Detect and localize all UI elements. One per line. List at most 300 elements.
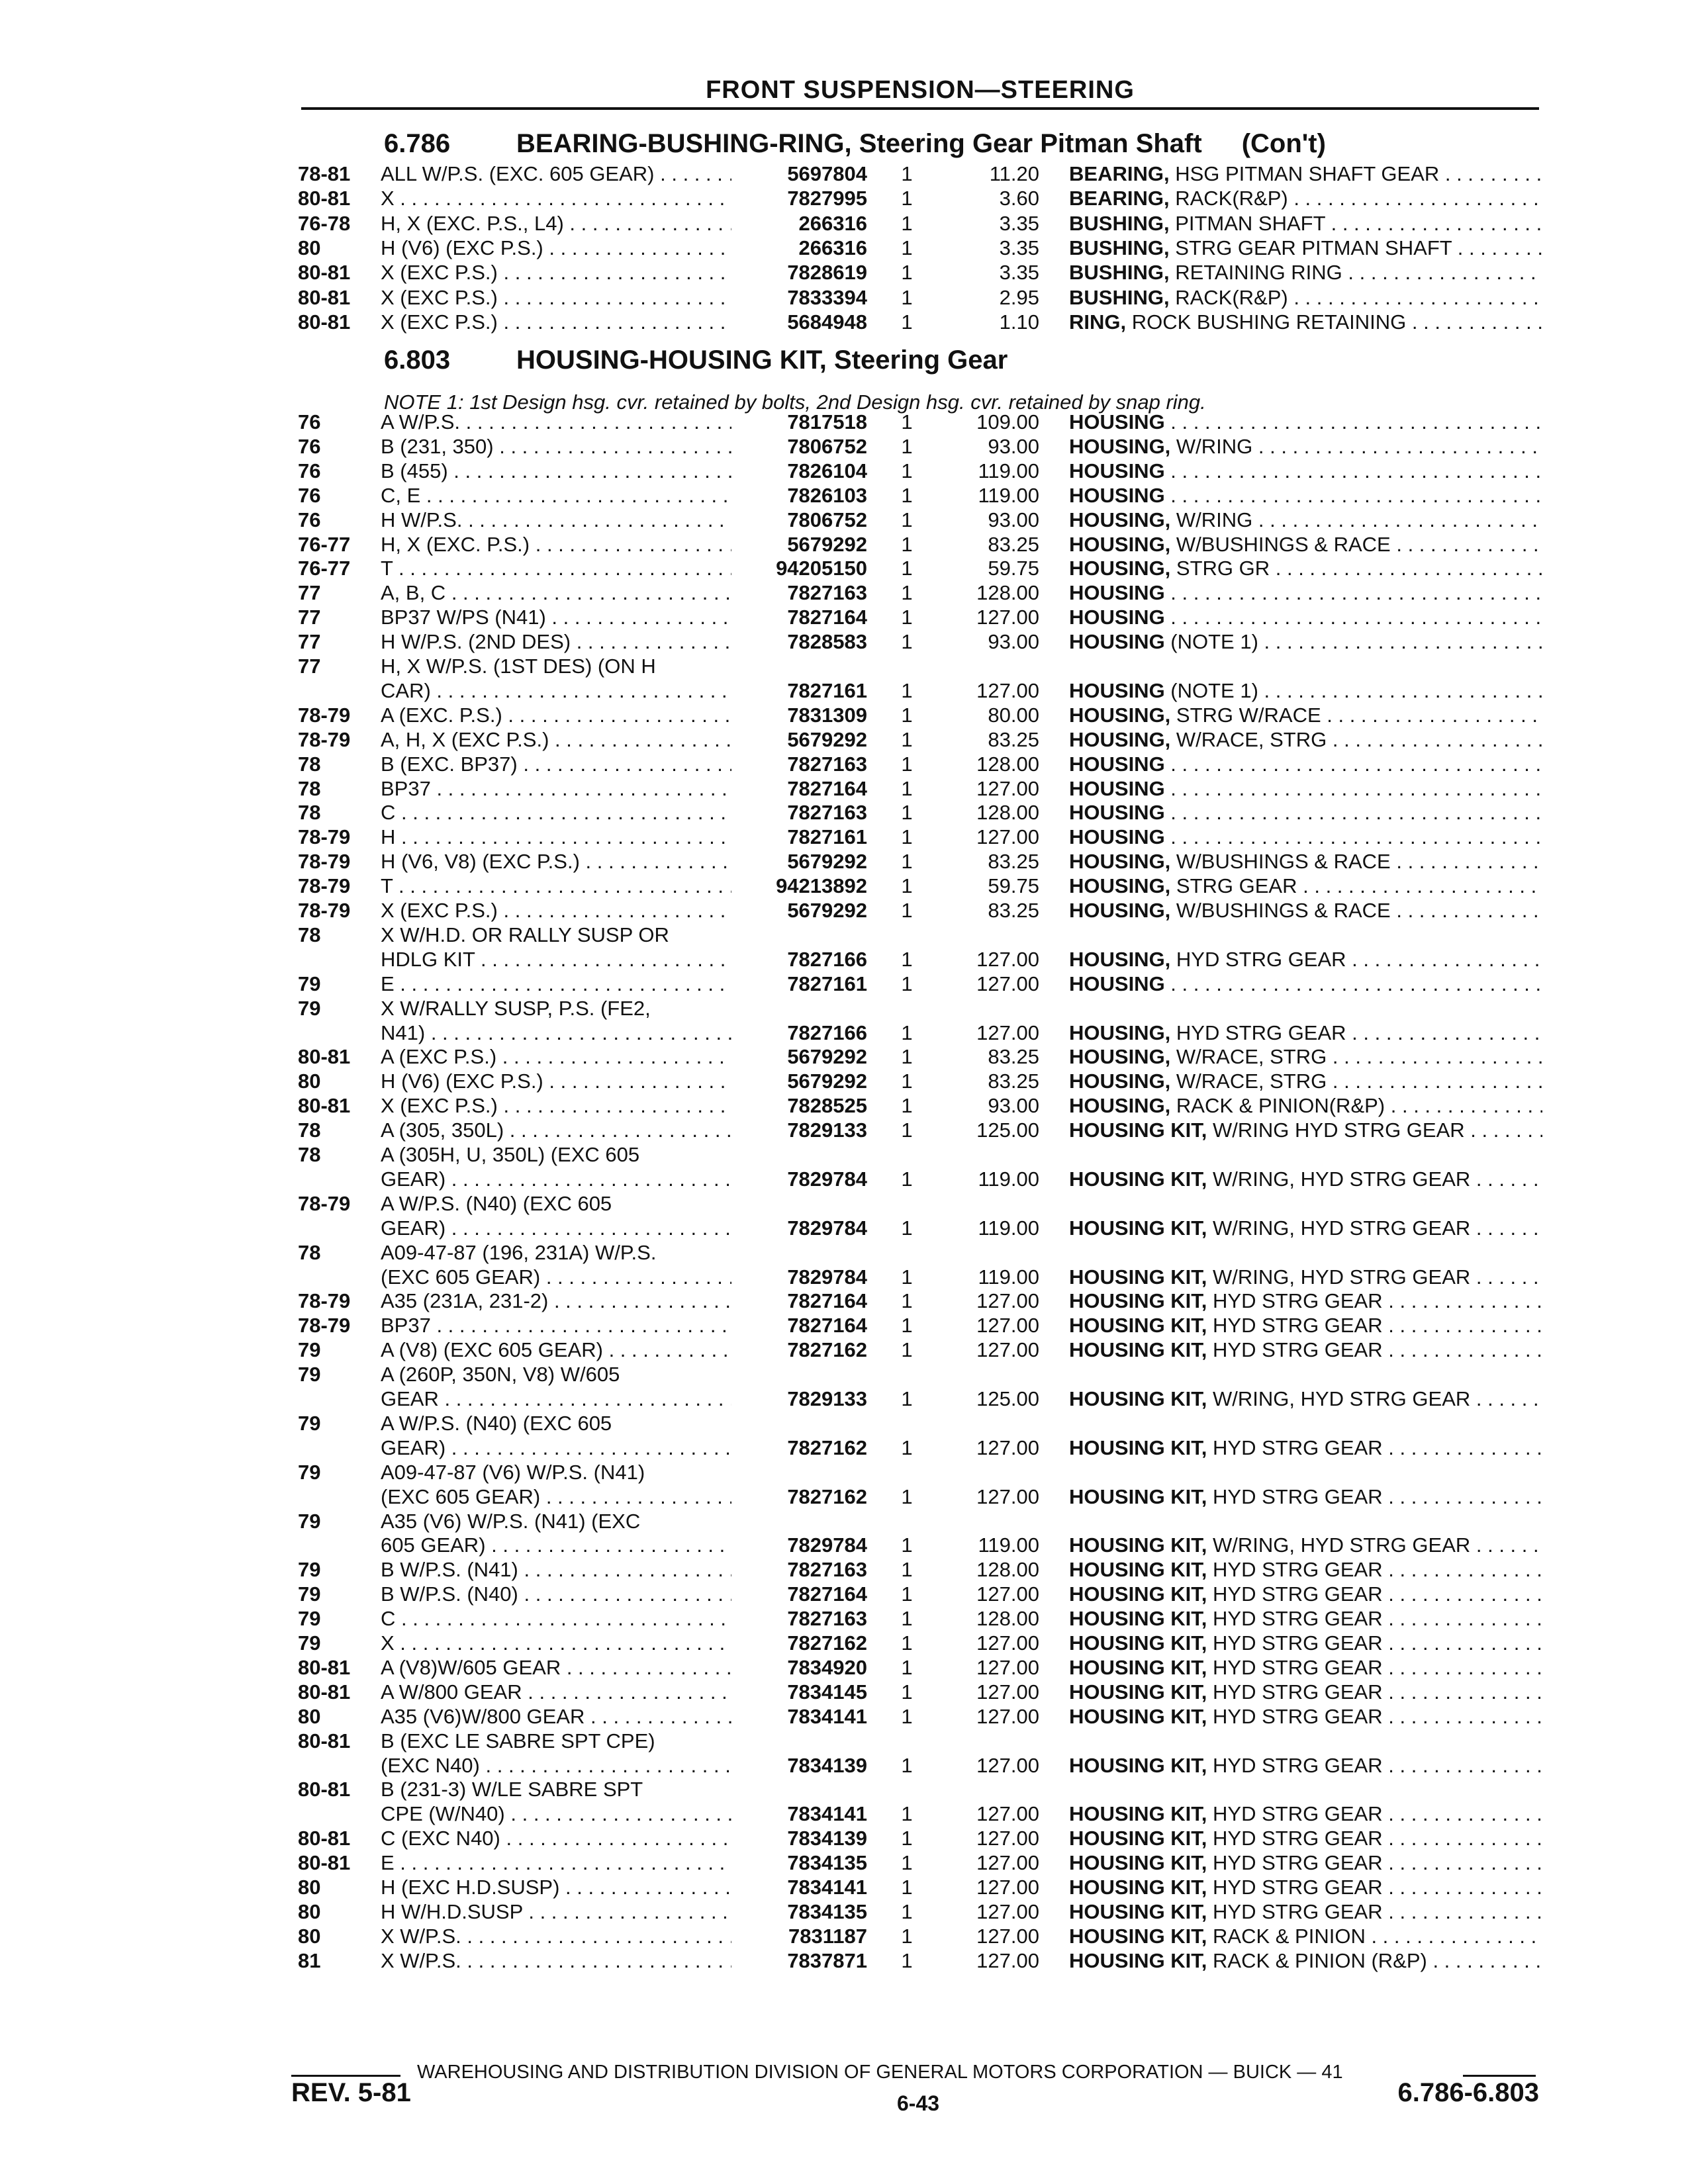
quantity: 1: [901, 1021, 913, 1044]
part-description-rest: W/RING, HYD STRG GEAR: [1207, 1265, 1471, 1289]
list-price: 128.00: [976, 801, 1039, 825]
model-application: A (V8)W/605 GEAR . . .: [381, 1656, 731, 1680]
list-price: 127.00: [976, 972, 1039, 995]
part-description-bold: HOUSING: [1069, 483, 1165, 507]
quantity: 1: [901, 947, 913, 971]
model-application: X (EXC P.S.) . . .: [381, 1094, 731, 1118]
model-application: A, B, C . . .: [381, 581, 731, 605]
section-title-rest: Steering Gear Pitman Shaft: [851, 129, 1202, 158]
model-application: B (EXC LE SABRE SPT CPE): [381, 1729, 655, 1752]
list-price: 127.00: [976, 606, 1039, 629]
part-number: 7834141: [787, 1802, 867, 1826]
model-application: A W/P.S. (N40) (EXC 605: [381, 1191, 612, 1215]
model-application: ALL W/P.S. (EXC. 605 GEAR) . . .: [381, 162, 731, 186]
quantity: 1: [901, 1582, 913, 1606]
quantity: 1: [901, 630, 913, 654]
part-description: [1069, 410, 1542, 434]
part-number: 7829784: [787, 1533, 867, 1557]
list-price: 127.00: [976, 1753, 1039, 1777]
footer-page-number: 6-43: [897, 2091, 940, 2115]
list-price: 127.00: [976, 947, 1039, 971]
part-description-rest: HSG PITMAN SHAFT GEAR: [1169, 162, 1440, 185]
part-description: [1069, 1558, 1542, 1582]
part-number: 266316: [798, 236, 867, 259]
quantity: 1: [901, 459, 913, 482]
model-application: CPE (W/N40) . . .: [381, 1802, 731, 1826]
model-application: T . . .: [381, 557, 731, 580]
quantity: 1: [901, 162, 913, 185]
list-price: 3.35: [999, 211, 1039, 235]
part-description-bold: HOUSING KIT,: [1069, 1655, 1207, 1679]
part-description: [1069, 484, 1542, 508]
part-description: [1069, 1680, 1542, 1704]
part-description-bold: HOUSING: [1069, 581, 1165, 605]
part-description-bold: HOUSING,: [1069, 532, 1171, 556]
part-number: 7806752: [787, 508, 867, 531]
section-title-6786: [384, 129, 1326, 159]
list-price: 119.00: [978, 483, 1039, 507]
part-description: [1069, 874, 1542, 898]
model-year: 80-81: [298, 1851, 351, 1875]
model-application: B W/P.S. (N41) . . .: [381, 1558, 731, 1582]
list-price: 127.00: [976, 776, 1039, 800]
part-number: 7828525: [787, 1094, 867, 1118]
part-description-bold: HOUSING,: [1069, 850, 1171, 874]
part-number: 7833394: [787, 285, 867, 309]
part-description: [1069, 1118, 1542, 1142]
part-description: [1069, 825, 1542, 849]
quantity: 1: [901, 310, 913, 334]
part-description: [1069, 752, 1542, 776]
part-description-bold: HOUSING KIT,: [1069, 1435, 1207, 1459]
part-description-rest: HYD STRG GEAR: [1207, 1338, 1383, 1362]
part-description-rest: RACK & PINION: [1207, 1924, 1366, 1948]
part-description-bold: HOUSING,: [1069, 434, 1171, 458]
model-year: 80: [298, 1876, 321, 1899]
part-number: 7827162: [787, 1631, 867, 1655]
model-year: 80: [298, 1924, 321, 1948]
quantity: 1: [901, 581, 913, 605]
part-description-bold: HOUSING: [1069, 459, 1165, 482]
part-description: [1069, 236, 1542, 260]
part-description-rest: (NOTE 1): [1164, 678, 1258, 702]
model-application: H W/H.D.SUSP . . .: [381, 1900, 731, 1924]
part-description-bold: HOUSING,: [1069, 1069, 1171, 1093]
part-description-rest: HYD STRG GEAR: [1207, 1680, 1383, 1704]
part-description-bold: HOUSING KIT,: [1069, 1631, 1207, 1655]
list-price: 127.00: [976, 1655, 1039, 1679]
model-application: GEAR) . . .: [381, 1167, 731, 1191]
model-year: 81: [298, 1948, 321, 1972]
model-year: 80-81: [298, 1680, 351, 1704]
model-application: H, X (EXC. P.S., L4) . . .: [381, 212, 731, 236]
part-description-rest: HYD STRG GEAR: [1207, 1655, 1383, 1679]
list-price: 127.00: [976, 1484, 1039, 1508]
part-description-bold: HOUSING: [1069, 801, 1165, 825]
model-year: 80-81: [298, 187, 351, 210]
part-number: 7831309: [787, 703, 867, 727]
part-description: [1069, 508, 1542, 532]
model-year: 78-79: [298, 850, 351, 874]
part-description-rest: RACK(R&P): [1169, 187, 1288, 210]
part-number: 7834139: [787, 1827, 867, 1850]
model-year: 80: [298, 1069, 321, 1093]
model-application: B (231-3) W/LE SABRE SPT: [381, 1778, 643, 1801]
part-number: 7827166: [787, 947, 867, 971]
part-description: [1069, 850, 1542, 874]
part-description-bold: HOUSING KIT,: [1069, 1827, 1207, 1850]
footer-rule-right: [1463, 2075, 1536, 2077]
model-year: 78: [298, 923, 321, 946]
list-price: 1.10: [999, 310, 1039, 334]
part-description-rest: W/RING, HYD STRG GEAR: [1207, 1533, 1471, 1557]
part-number: 7827161: [787, 825, 867, 849]
part-description-rest: W/BUSHINGS & RACE: [1170, 850, 1391, 874]
section-title-bold: HOUSING-HOUSING KIT,: [516, 345, 827, 375]
part-description: [1069, 1949, 1542, 1973]
part-description: [1069, 310, 1542, 334]
part-number: 7837871: [787, 1948, 867, 1972]
part-description-bold: HOUSING,: [1069, 947, 1171, 971]
part-number: 7827161: [787, 972, 867, 995]
part-description-bold: HOUSING,: [1069, 874, 1171, 898]
quantity: 1: [901, 1314, 913, 1338]
model-application: HDLG KIT . . .: [381, 948, 731, 972]
quantity: 1: [901, 557, 913, 580]
model-application: C . . .: [381, 1607, 731, 1631]
list-price: 127.00: [976, 678, 1039, 702]
quantity: 1: [901, 410, 913, 433]
part-description: [1069, 1876, 1542, 1899]
list-price: 127.00: [976, 1948, 1039, 1972]
model-year: 78-79: [298, 825, 351, 849]
list-price: 119.00: [978, 1167, 1039, 1191]
part-description: [1069, 1338, 1542, 1362]
part-description-bold: HOUSING: [1069, 776, 1165, 800]
part-description-bold: HOUSING KIT,: [1069, 1704, 1207, 1728]
part-description-rest: HYD STRG GEAR: [1170, 947, 1346, 971]
part-description-rest: HYD STRG GEAR: [1207, 1753, 1383, 1777]
section-title-bold: BEARING-BUSHING-RING,: [516, 129, 852, 158]
model-application: 605 GEAR) . . .: [381, 1533, 731, 1557]
part-description: [1069, 1045, 1542, 1069]
part-number: 7827164: [787, 1314, 867, 1338]
part-description-bold: HOUSING,: [1069, 1045, 1171, 1069]
model-application: A (260P, 350N, V8) W/605: [381, 1363, 620, 1387]
part-number: 5679292: [787, 1069, 867, 1093]
part-description: [1069, 1631, 1542, 1655]
quantity: 1: [901, 1045, 913, 1069]
quantity: 1: [901, 1094, 913, 1118]
model-year: 79: [298, 1582, 321, 1606]
quantity: 1: [901, 285, 913, 309]
part-description-rest: W/RACE, STRG: [1170, 1069, 1327, 1093]
model-year: 79: [298, 1607, 321, 1631]
list-price: 128.00: [976, 752, 1039, 776]
part-number: 7806752: [787, 434, 867, 458]
part-number: 7827163: [787, 801, 867, 825]
part-number: 7834920: [787, 1655, 867, 1679]
part-description-bold: BEARING,: [1069, 162, 1170, 185]
part-description-bold: HOUSING: [1069, 630, 1165, 654]
part-description: [1069, 1705, 1542, 1729]
part-description-bold: BUSHING,: [1069, 285, 1170, 309]
model-year: 77: [298, 630, 321, 654]
model-year: 80-81: [298, 285, 351, 309]
list-price: 127.00: [976, 1899, 1039, 1923]
part-description-rest: HYD STRG GEAR: [1207, 1289, 1383, 1313]
quantity: 1: [901, 899, 913, 922]
model-year: 78: [298, 1240, 321, 1264]
model-application: H (EXC H.D.SUSP) . . .: [381, 1876, 731, 1899]
part-number: 7828583: [787, 630, 867, 654]
list-price: 127.00: [976, 1314, 1039, 1338]
model-year: 76: [298, 459, 321, 482]
part-description-bold: HOUSING KIT,: [1069, 1607, 1207, 1631]
model-application: A (EXC. P.S.) . . .: [381, 704, 731, 727]
model-application: X W/P.S. . . .: [381, 1949, 731, 1973]
quantity: 1: [901, 1167, 913, 1191]
list-price: 83.25: [988, 1045, 1039, 1069]
part-description-rest: ROCK BUSHING RETAINING: [1126, 310, 1407, 334]
model-year: 78-79: [298, 874, 351, 898]
part-number: 7834139: [787, 1753, 867, 1777]
part-description-rest: W/RACE, STRG: [1170, 727, 1327, 751]
part-description-rest: W/RING: [1170, 434, 1253, 458]
section-number: 6.786: [384, 129, 451, 158]
quantity: 1: [901, 1387, 913, 1410]
list-price: 3.35: [999, 261, 1039, 285]
list-price: 119.00: [978, 1265, 1039, 1289]
part-description: [1069, 606, 1542, 629]
quantity: 1: [901, 1827, 913, 1850]
model-year: 76: [298, 483, 321, 507]
model-application: A W/P.S. . . .: [381, 410, 731, 434]
part-description-bold: HOUSING KIT,: [1069, 1924, 1207, 1948]
list-price: 83.25: [988, 850, 1039, 874]
part-number: 7827162: [787, 1338, 867, 1362]
part-number: 7827162: [787, 1435, 867, 1459]
model-year: 79: [298, 1460, 321, 1484]
model-application: (EXC N40) . . .: [381, 1754, 731, 1778]
model-application: T . . .: [381, 874, 731, 898]
part-description-bold: RING,: [1069, 310, 1127, 334]
part-description-bold: HOUSING KIT,: [1069, 1948, 1207, 1972]
list-price: 127.00: [976, 825, 1039, 849]
part-number: 5679292: [787, 850, 867, 874]
part-description: [1069, 1533, 1542, 1557]
model-application: A (305, 350L) . . .: [381, 1118, 731, 1142]
list-price: 59.75: [988, 874, 1039, 898]
model-application: B (231, 350) . . .: [381, 435, 731, 459]
quantity: 1: [901, 727, 913, 751]
model-application: BP37 W/PS (N41) . . .: [381, 606, 731, 629]
section-continued: (Con't): [1241, 129, 1326, 158]
section-number: 6.803: [384, 345, 451, 375]
part-description: [1069, 801, 1542, 825]
part-description: [1069, 1582, 1542, 1606]
model-year: 78-79: [298, 1191, 351, 1215]
model-application: C . . .: [381, 801, 731, 825]
model-year: 78-79: [298, 727, 351, 751]
list-price: 125.00: [976, 1387, 1039, 1410]
part-number: 7827163: [787, 752, 867, 776]
part-description-rest: RACK(R&P): [1169, 285, 1288, 309]
model-year: 80-81: [298, 1045, 351, 1069]
model-application: H . . .: [381, 825, 731, 849]
part-description-bold: HOUSING KIT,: [1069, 1167, 1207, 1191]
part-number: 94213892: [776, 874, 867, 898]
model-application: BP37 . . .: [381, 1314, 731, 1338]
quantity: 1: [901, 850, 913, 874]
section-title-rest: Steering Gear: [826, 345, 1008, 375]
part-description-rest: RACK & PINION(R&P): [1170, 1094, 1385, 1118]
part-description-bold: HOUSING,: [1069, 1021, 1171, 1044]
list-price: 3.35: [999, 236, 1039, 259]
model-year: 76-77: [298, 532, 351, 556]
part-description-bold: HOUSING KIT,: [1069, 1899, 1207, 1923]
part-description: [1069, 286, 1542, 310]
part-description-bold: BUSHING,: [1069, 261, 1170, 285]
model-application: H W/P.S. (2ND DES) . . .: [381, 630, 731, 654]
part-description-rest: HYD STRG GEAR: [1207, 1851, 1383, 1875]
part-description: [1069, 1827, 1542, 1850]
part-description-bold: HOUSING: [1069, 752, 1165, 776]
model-year: 79: [298, 972, 321, 995]
part-description-bold: HOUSING KIT,: [1069, 1582, 1207, 1606]
model-application: C (EXC N40) . . .: [381, 1827, 731, 1850]
quantity: 1: [901, 1484, 913, 1508]
part-description-bold: HOUSING KIT,: [1069, 1484, 1207, 1508]
model-application: A (V8) (EXC 605 GEAR) . . .: [381, 1338, 731, 1362]
part-number: 7826104: [787, 459, 867, 482]
model-year: 78-79: [298, 1289, 351, 1313]
part-number: 5684948: [787, 310, 867, 334]
part-number: 7829784: [787, 1216, 867, 1240]
model-application: X . . .: [381, 1631, 731, 1655]
footer-rule-left: [291, 2075, 400, 2077]
model-year: 78: [298, 1118, 321, 1142]
part-description: [1069, 1387, 1542, 1411]
list-price: 109.00: [976, 410, 1039, 433]
quantity: 1: [901, 1069, 913, 1093]
model-year: 79: [298, 1338, 321, 1362]
list-price: 119.00: [978, 1533, 1039, 1557]
quantity: 1: [901, 703, 913, 727]
model-year: 80-81: [298, 310, 351, 334]
part-number: 7834145: [787, 1680, 867, 1704]
quantity: 1: [901, 261, 913, 285]
part-number: 7826103: [787, 483, 867, 507]
part-description-rest: W/RING, HYD STRG GEAR: [1207, 1167, 1471, 1191]
model-year: 79: [298, 1411, 321, 1435]
list-price: 127.00: [976, 1021, 1039, 1044]
part-number: 7834141: [787, 1704, 867, 1728]
part-description-rest: HYD STRG GEAR: [1207, 1558, 1383, 1582]
model-year: 78-79: [298, 899, 351, 922]
list-price: 83.25: [988, 1069, 1039, 1093]
part-description-rest: HYD STRG GEAR: [1207, 1582, 1383, 1606]
model-application: H, X (EXC. P.S.) . . .: [381, 533, 731, 557]
part-description: [1069, 1900, 1542, 1924]
part-number: 7829784: [787, 1167, 867, 1191]
part-description-bold: HOUSING,: [1069, 1094, 1171, 1118]
list-price: 93.00: [988, 508, 1039, 531]
part-number: 5697804: [787, 162, 867, 185]
part-description-bold: HOUSING KIT,: [1069, 1216, 1207, 1240]
model-application: CAR) . . .: [381, 679, 731, 703]
part-description: [1069, 1216, 1542, 1240]
list-price: 59.75: [988, 557, 1039, 580]
model-application: X W/P.S. . . .: [381, 1925, 731, 1948]
part-number: 7827164: [787, 776, 867, 800]
section-title-6803: [384, 345, 1008, 375]
part-description: [1069, 435, 1542, 459]
part-description-rest: W/RACE, STRG: [1170, 1045, 1327, 1069]
quantity: 1: [901, 1118, 913, 1142]
list-price: 83.25: [988, 727, 1039, 751]
model-application: X W/RALLY SUSP, P.S. (FE2,: [381, 996, 651, 1020]
part-number: 5679292: [787, 727, 867, 751]
model-year: 80: [298, 1899, 321, 1923]
part-description-bold: HOUSING: [1069, 972, 1165, 995]
quantity: 1: [901, 187, 913, 210]
part-number: 5679292: [787, 1045, 867, 1069]
list-price: 127.00: [976, 1704, 1039, 1728]
quantity: 1: [901, 801, 913, 825]
part-description: [1069, 162, 1542, 186]
quantity: 1: [901, 1704, 913, 1728]
model-application: H, X W/P.S. (1ST DES) (ON H: [381, 655, 656, 678]
quantity: 1: [901, 606, 913, 629]
footer-revision: REV. 5-81: [291, 2078, 411, 2107]
part-description-rest: (NOTE 1): [1164, 630, 1258, 654]
model-application: GEAR) . . .: [381, 1436, 731, 1460]
part-description: [1069, 948, 1542, 972]
part-number: 7827166: [787, 1021, 867, 1044]
model-application: B W/P.S. (N40) . . .: [381, 1582, 731, 1606]
quantity: 1: [901, 1851, 913, 1875]
model-application: A09-47-87 (196, 231A) W/P.S.: [381, 1240, 657, 1264]
list-price: 127.00: [976, 1582, 1039, 1606]
part-description: [1069, 261, 1542, 285]
part-description-bold: HOUSING KIT,: [1069, 1876, 1207, 1899]
part-description-bold: HOUSING KIT,: [1069, 1533, 1207, 1557]
model-year: 80-81: [298, 1655, 351, 1679]
part-description: [1069, 1436, 1542, 1460]
part-description-rest: HYD STRG GEAR: [1207, 1704, 1383, 1728]
part-number: 94205150: [776, 557, 867, 580]
part-description: [1069, 899, 1542, 923]
model-year: 78: [298, 801, 321, 825]
part-description-rest: HYD STRG GEAR: [1170, 1021, 1346, 1044]
model-application: (EXC 605 GEAR) . . .: [381, 1485, 731, 1509]
part-description: [1069, 1167, 1542, 1191]
model-application: GEAR) . . .: [381, 1216, 731, 1240]
quantity: 1: [901, 1435, 913, 1459]
part-description-rest: RACK & PINION (R&P): [1207, 1948, 1427, 1972]
footer-division: WAREHOUSING AND DISTRIBUTION DIVISION OF GENERAL MOTORS CORPORATION — BUICK — 41: [417, 2062, 1343, 2083]
part-description-bold: HOUSING KIT,: [1069, 1314, 1207, 1338]
part-description: [1069, 1656, 1542, 1680]
part-description-bold: HOUSING KIT,: [1069, 1265, 1207, 1289]
list-price: 127.00: [976, 1802, 1039, 1826]
part-description-rest: W/RING: [1170, 508, 1253, 531]
model-application: A09-47-87 (V6) W/P.S. (N41): [381, 1460, 645, 1484]
model-year: 78-81: [298, 162, 351, 185]
part-description: [1069, 1314, 1542, 1338]
part-description-bold: HOUSING,: [1069, 557, 1171, 580]
